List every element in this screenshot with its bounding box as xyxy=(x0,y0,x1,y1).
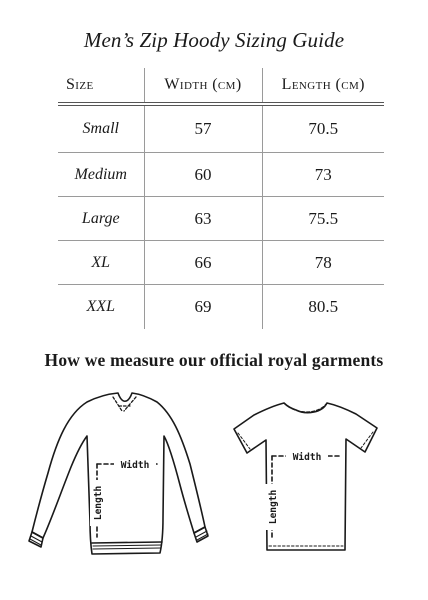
size-cell: XL xyxy=(58,241,144,285)
table-row xyxy=(58,153,384,197)
tshirt-drawing xyxy=(234,403,377,550)
size-table xyxy=(58,68,384,329)
measure-heading: How we measure our official royal garments xyxy=(44,350,384,370)
width-cell: 69 xyxy=(144,285,262,330)
page-title: Men’s Zip Hoody Sizing Guide xyxy=(83,28,345,52)
table-row xyxy=(58,241,384,285)
sweatshirt-drawing xyxy=(29,393,208,554)
length-cell: 78 xyxy=(262,241,384,285)
width-cell: 60 xyxy=(144,153,262,197)
header-width: Width (cm) xyxy=(144,68,262,104)
table-row xyxy=(58,104,384,153)
sweatshirt-length-label: Length xyxy=(93,485,104,521)
table-row xyxy=(58,285,384,330)
length-cell: 73 xyxy=(262,153,384,197)
table-header-row xyxy=(58,68,384,104)
size-cell: Small xyxy=(58,104,144,153)
header-length: Length (cm) xyxy=(262,68,384,104)
size-cell: Medium xyxy=(58,153,144,197)
table-row xyxy=(58,197,384,241)
width-cell: 57 xyxy=(144,104,262,153)
measurement-illustrations xyxy=(0,380,428,590)
sweatshirt-width-label: Width xyxy=(120,460,150,471)
length-cell: 70.5 xyxy=(262,104,384,153)
tshirt-length-label: Length xyxy=(268,489,279,525)
length-cell: 80.5 xyxy=(262,285,384,330)
width-cell: 66 xyxy=(144,241,262,285)
size-cell: Large xyxy=(58,197,144,241)
length-cell: 75.5 xyxy=(262,197,384,241)
size-cell: XXL xyxy=(86,298,115,315)
tshirt-width-label: Width xyxy=(292,452,322,463)
width-cell: 63 xyxy=(144,197,262,241)
header-size: Size xyxy=(58,68,144,104)
